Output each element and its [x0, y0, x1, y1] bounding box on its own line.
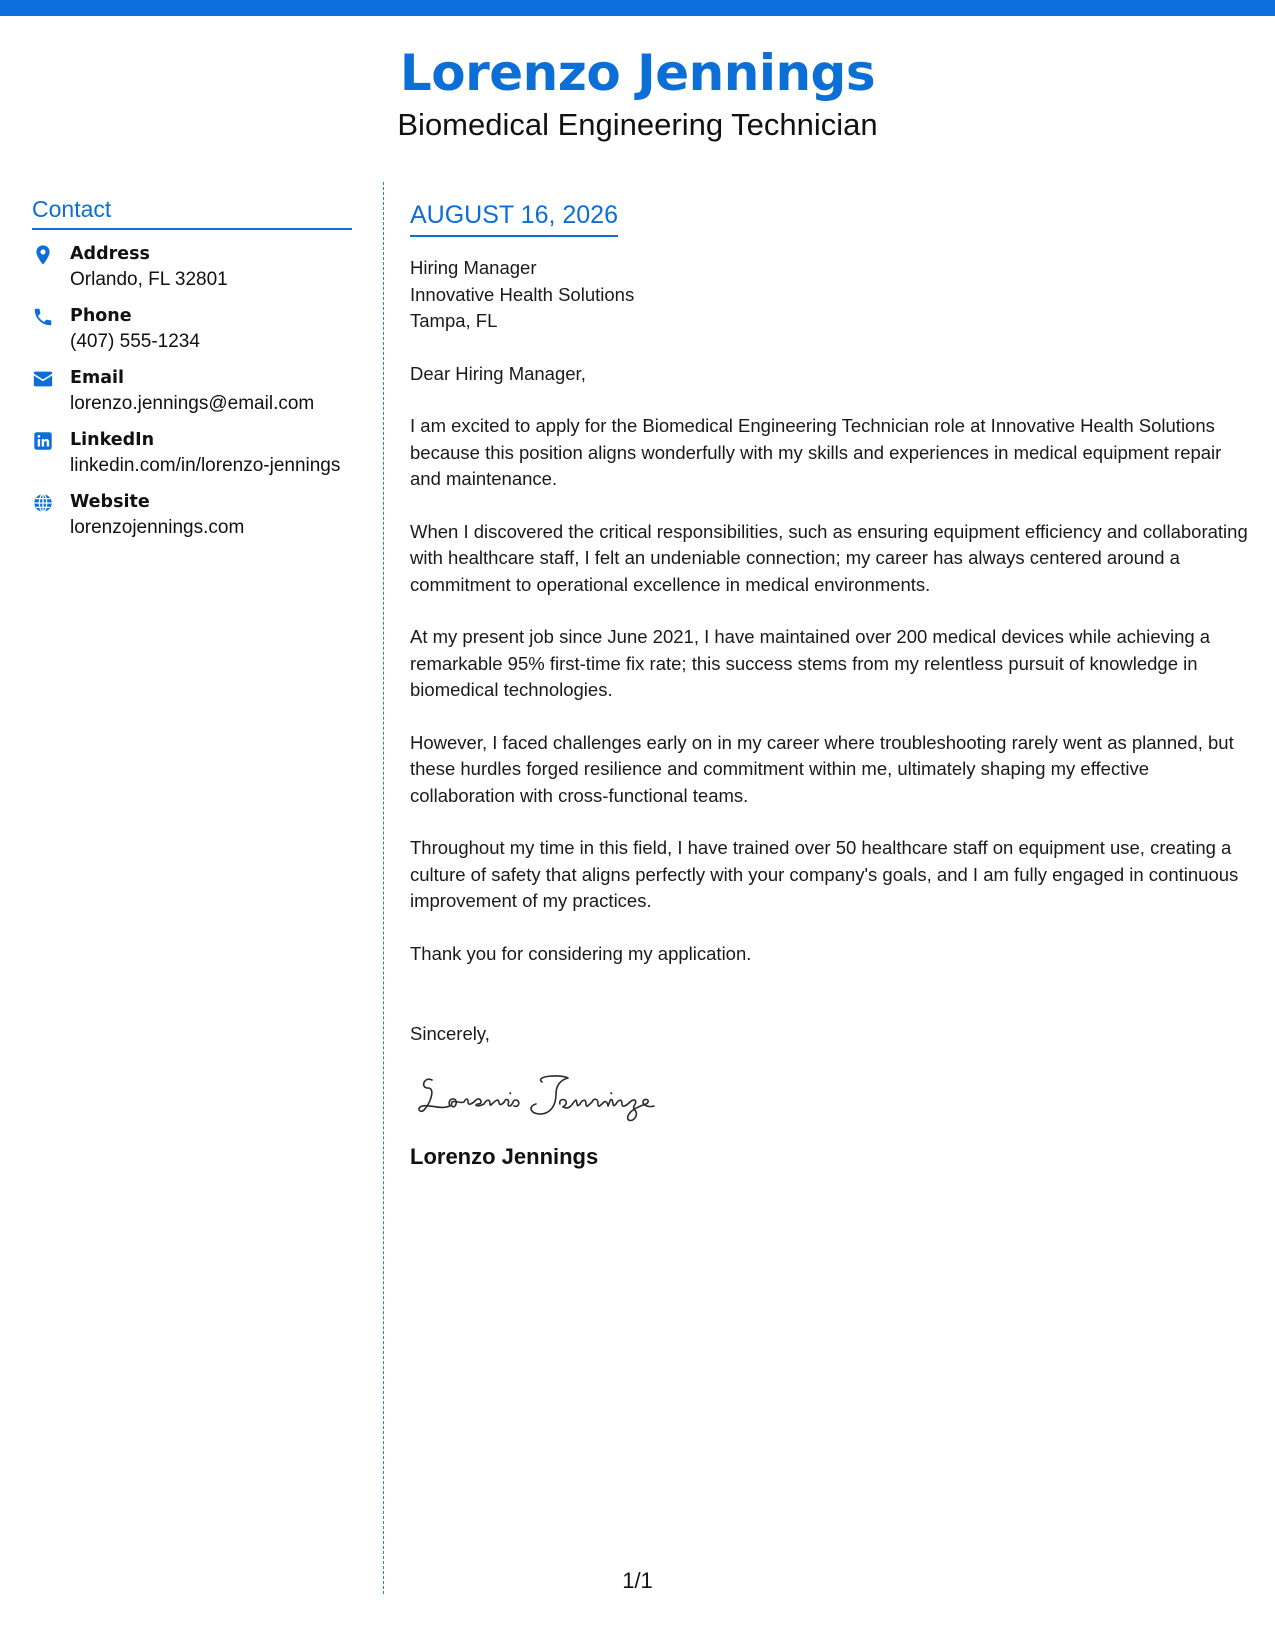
letter-body	[410, 198, 1252, 1172]
contact-item-address	[32, 242, 352, 292]
letter-paragraph: I am excited to apply for the Biomedical Engineering Technician role at Innovative Health Solutions because this position aligns wonderfully with my skills and experiences in medical equipment repair and maintenance.	[410, 415, 1222, 489]
closing: Sincerely,	[410, 1023, 490, 1044]
top-accent-bar	[0, 0, 1275, 16]
letter-date: AUGUST 16, 2026	[410, 198, 618, 237]
letter-paragraph: However, I faced challenges early on in my career where troubleshooting rarely went as planned, but these hurdles forged resilience and commitment within me, ultimately shaping my effective collaboration with cross-functional teams.	[410, 731, 1234, 806]
contact-item-phone	[32, 304, 352, 354]
contact-value: Orlando, FL 32801	[70, 269, 228, 290]
map-pin-icon	[32, 244, 54, 266]
contact-label: LinkedIn	[70, 430, 155, 450]
letter-paragraph: Throughout my time in this field, I have trained over 50 healthcare staff on equipment use, creating a culture of safety that aligns perfectly with your company's goals, and I am fully engaged in continuous improvement of my practices.	[410, 837, 1239, 911]
contact-item-linkedin	[32, 428, 352, 478]
letter-paragraph: Thank you for considering my application.	[410, 942, 752, 964]
contact-item-website	[32, 490, 352, 540]
handwritten-signature	[410, 1064, 675, 1124]
salutation: Dear Hiring Manager,	[410, 362, 586, 384]
contact-heading: Contact	[32, 192, 352, 230]
recipient-block	[410, 255, 1252, 335]
contact-value: (407) 555-1234	[70, 331, 200, 352]
contact-label: Phone	[70, 306, 132, 326]
globe-icon	[32, 492, 54, 514]
phone-icon	[32, 306, 54, 328]
letter-header	[0, 40, 1275, 144]
linkedin-icon	[32, 430, 54, 452]
letter-paragraph: When I discovered the critical responsibilities, such as ensuring equipment efficiency and collaborating with healthcare staff, I felt an undeniable connection; my career has always centered around a commitment to operational excellence in medical environments.	[410, 520, 1248, 595]
contact-label: Website	[70, 492, 150, 512]
applicant-title: Biomedical Engineering Technician	[397, 107, 878, 142]
signed-name: Lorenzo Jennings	[410, 1143, 599, 1169]
contact-sidebar	[32, 192, 352, 552]
contact-item-email	[32, 366, 352, 416]
envelope-icon	[32, 368, 54, 390]
column-divider	[383, 182, 384, 1594]
recipient-line: Innovative Health Solutions	[410, 283, 635, 305]
page-number: 1/1	[622, 1568, 653, 1593]
recipient-line: Hiring Manager	[410, 257, 537, 278]
contact-label: Email	[70, 368, 124, 388]
contact-value[interactable]: lorenzojennings.com	[70, 517, 245, 538]
applicant-name: Lorenzo Jennings	[399, 44, 876, 102]
contact-value[interactable]: linkedin.com/in/lorenzo-jennings	[70, 455, 341, 476]
contact-label: Address	[70, 244, 150, 264]
recipient-line: Tampa, FL	[410, 310, 498, 331]
letter-paragraph: At my present job since June 2021, I have maintained over 200 medical devices while achieving a remarkable 95% first-time fix rate; this success stems from my relentless pursuit of knowledge in biomedical technologies.	[410, 626, 1211, 700]
contact-value[interactable]: lorenzo.jennings@email.com	[70, 393, 315, 414]
